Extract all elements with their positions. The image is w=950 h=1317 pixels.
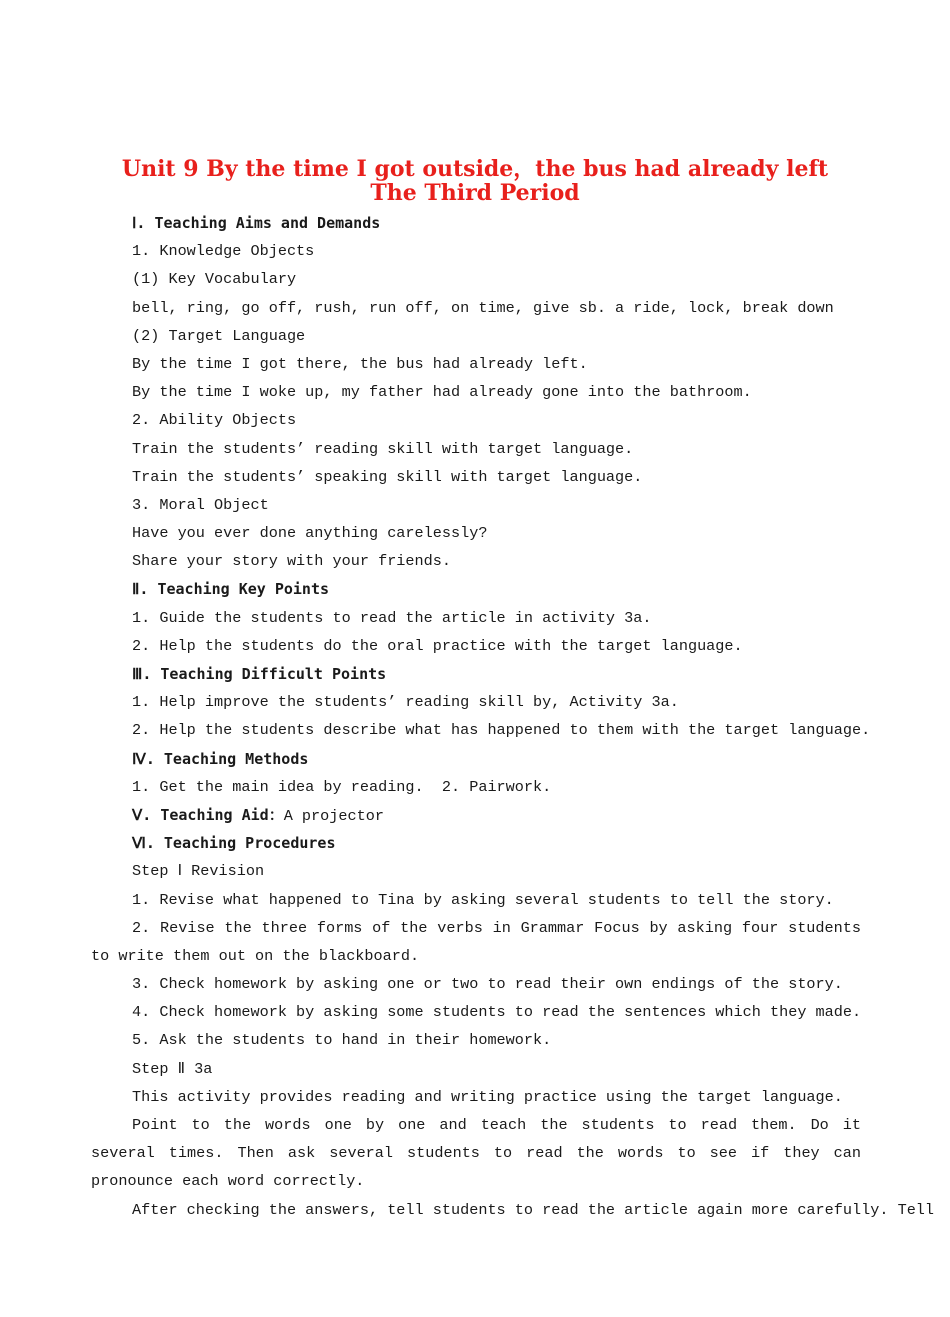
text-line: After checking the answers, tell students to read the article again more carefully. Tell	[132, 1200, 935, 1219]
section-heading-procedures: Ⅵ. Teaching Procedures	[132, 834, 336, 853]
text-line: 1. Revise what happened to Tina by asking several students to tell the story.	[132, 890, 834, 909]
text-line: 1. Knowledge Objects	[132, 242, 315, 261]
text-line: Train the students’ reading skill with target language.	[132, 439, 634, 458]
text-line: This activity provides reading and writing practice using the target language.	[132, 1087, 843, 1106]
text-line: 2. Ability Objects	[132, 411, 297, 430]
text-line: 1. Help improve the students’ reading skill by, Activity 3a.	[132, 693, 679, 712]
text-line: 4. Check homework by asking some students to read the sentences which they made.	[132, 1003, 862, 1022]
text-line: 1. Guide the students to read the article in activity 3a.	[132, 608, 652, 627]
section-heading-aims: Ⅰ. Teaching Aims and Demands	[132, 214, 381, 232]
section-heading-key-points: Ⅱ. Teaching Key Points	[132, 580, 330, 599]
step-heading: Step Ⅱ 3a	[132, 1059, 213, 1078]
text-line: By the time I woke up, my father had already gone into the bathroom.	[132, 383, 752, 402]
aid-line	[91, 801, 861, 829]
document-subtitle: The Third Period	[370, 180, 580, 206]
text-line: 3. Check homework by asking one or two to read their own endings of the story.	[132, 975, 843, 994]
vocabulary-line: bell, ring, go off, rush, run off, on time, give sb. a ride, lock, break down	[132, 298, 834, 317]
text-line: (1) Key Vocabulary	[132, 270, 297, 289]
text-line: Train the students’ speaking skill with target language.	[132, 467, 643, 486]
paragraph: 2. Revise the three forms of the verbs in Grammar Focus by asking four students to write them out on the blackboard.	[91, 918, 861, 965]
text-line: Share your story with your friends.	[132, 552, 451, 571]
step-heading: Step Ⅰ Revision	[132, 862, 265, 881]
text-line: (2) Target Language	[132, 326, 306, 345]
text-line: 2. Help the students describe what has happened to them with the target language.	[132, 721, 871, 740]
aid-value: A projector	[283, 806, 384, 825]
text-line: By the time I got there, the bus had already left.	[132, 354, 588, 373]
text-line: 3. Moral Object	[132, 495, 269, 514]
section-heading-aid: Ⅴ. Teaching Aid：	[132, 805, 284, 824]
text-line: 5. Ask the students to hand in their homework.	[132, 1031, 552, 1050]
section-heading-difficult-points: Ⅲ. Teaching Difficult Points	[132, 665, 387, 683]
text-line: 1. Get the main idea by reading. 2. Pairwork.	[132, 777, 552, 796]
section-heading-methods: Ⅳ. Teaching Methods	[132, 749, 309, 768]
document-title: Unit 9 By the time I got outside，the bus had already left	[121, 156, 829, 182]
paragraph: Point to the words one by one and teach the students to read them. Do it several times. Then ask several students to read the words to see if they can pronounce each word correctly.	[91, 1116, 861, 1191]
text-line: Have you ever done anything carelessly?	[132, 524, 488, 543]
document-body	[91, 209, 935, 1224]
text-line: 2. Help the students do the oral practice with the target language.	[132, 636, 743, 655]
